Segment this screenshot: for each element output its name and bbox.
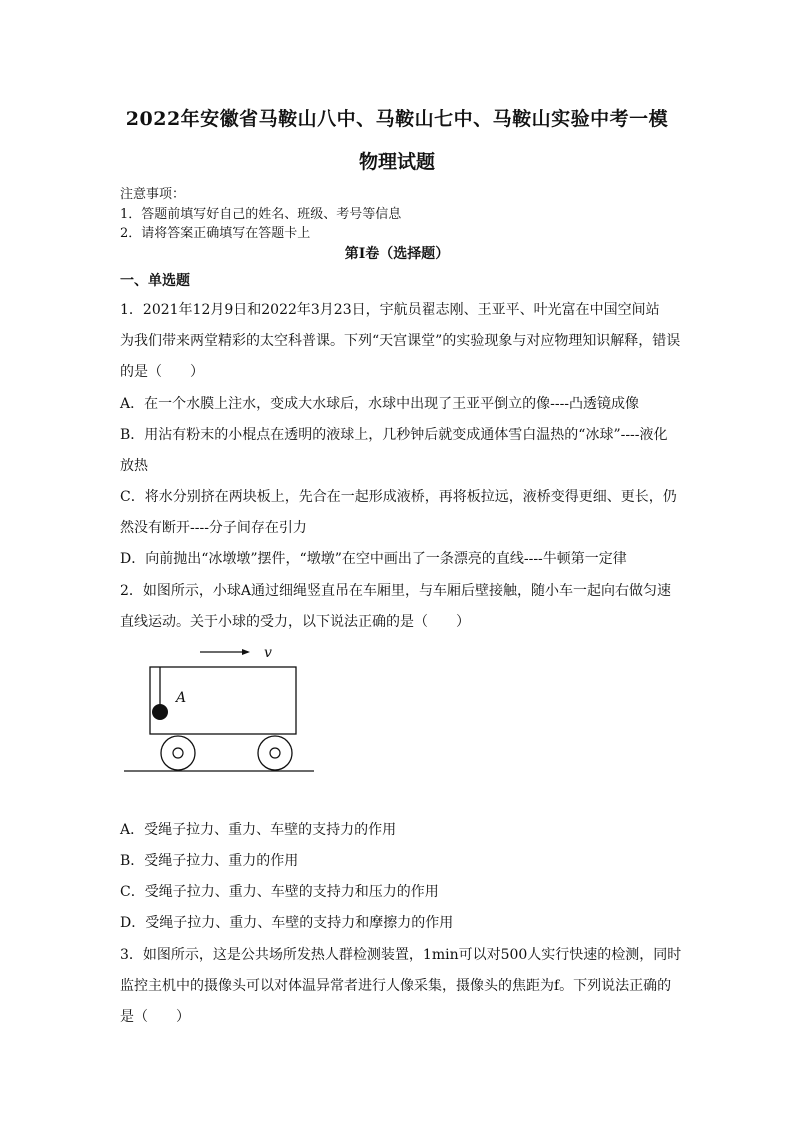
cart-body xyxy=(150,667,296,734)
question-2-option-b: B．受绳子拉力、重力的作用 xyxy=(120,853,299,869)
ball xyxy=(152,704,168,720)
wheel-left xyxy=(161,736,195,770)
question-2-option-a: A．受绳子拉力、重力、车壁的支持力的作用 xyxy=(120,822,397,838)
notice-item: 1．答题前填写好自己的姓名、班级、考号等信息 xyxy=(120,207,402,222)
question-3-line: 3．如图所示，这是公共场所发热人群检测装置，1min可以对500人实行快速的检测，同时 xyxy=(120,947,682,963)
question-2-option-c: C．受绳子拉力、重力、车壁的支持力和压力的作用 xyxy=(120,884,439,900)
wheel-right xyxy=(258,736,292,770)
exam-subtitle: 物理试题 xyxy=(358,151,435,173)
question-2-line: 直线运动。关于小球的受力，以下说法正确的是（ ） xyxy=(120,614,470,630)
ball-label: A xyxy=(176,690,187,706)
question-2-line: 2．如图所示，小球A通过细绳竖直吊在车厢里，与车厢后壁接触，随小车一起向右做匀速 xyxy=(120,583,672,599)
question-3-line: 是（ ） xyxy=(120,1009,190,1025)
exam-title: 2022年安徽省马鞍山八中、马鞍山七中、马鞍山实验中考一模 xyxy=(125,108,669,130)
question-1-option-a: A．在一个水膜上注水，变成大水球后，水球中出现了王亚平倒立的像----凸透镜成像 xyxy=(120,396,640,412)
notice-item: 2．请将答案正确填写在答题卡上 xyxy=(120,226,311,241)
question-1-option-c: C．将水分别挤在两块板上，先合在一起形成液桥，再将板拉远，液桥变得更细、更长，仍 xyxy=(120,489,677,505)
question-1-option-c-cont: 然没有断开----分子间存在引力 xyxy=(120,520,307,536)
part-title: 一、单选题 xyxy=(120,273,190,289)
question-1-line: 的是（ ） xyxy=(120,364,204,380)
question-1-line: 为我们带来两堂精彩的太空科普课。下列“天宫课堂”的实验现象与对应物理知识解释，错误 xyxy=(120,333,681,349)
question-1-option-b-cont: 放热 xyxy=(120,458,148,474)
section-title: 第I卷（选择题） xyxy=(344,246,450,262)
velocity-arrowhead xyxy=(242,649,250,655)
question-3-line: 监控主机中的摄像头可以对体温异常者进行人像采集，摄像头的焦距为f。下列说法正确的 xyxy=(120,978,672,994)
question-1-option-d: D．向前抛出“冰墩墩”摆件，“墩墩”在空中画出了一条漂亮的直线----牛顿第一定律 xyxy=(120,551,627,567)
notice-heading: 注意事项： xyxy=(120,187,186,202)
cart-figure xyxy=(118,640,328,780)
question-2-option-d: D．受绳子拉力、重力、车壁的支持力和摩擦力的作用 xyxy=(120,915,454,931)
question-1-option-b: B．用沾有粉末的小棍点在透明的液球上，几秒钟后就变成通体雪白温热的“冰球”----液化 xyxy=(120,427,668,443)
question-1-line: 1．2021年12月9日和2022年3月23日，宇航员翟志刚、王亚平、叶光富在中国空间站 xyxy=(120,302,660,318)
velocity-label: v xyxy=(264,645,272,661)
